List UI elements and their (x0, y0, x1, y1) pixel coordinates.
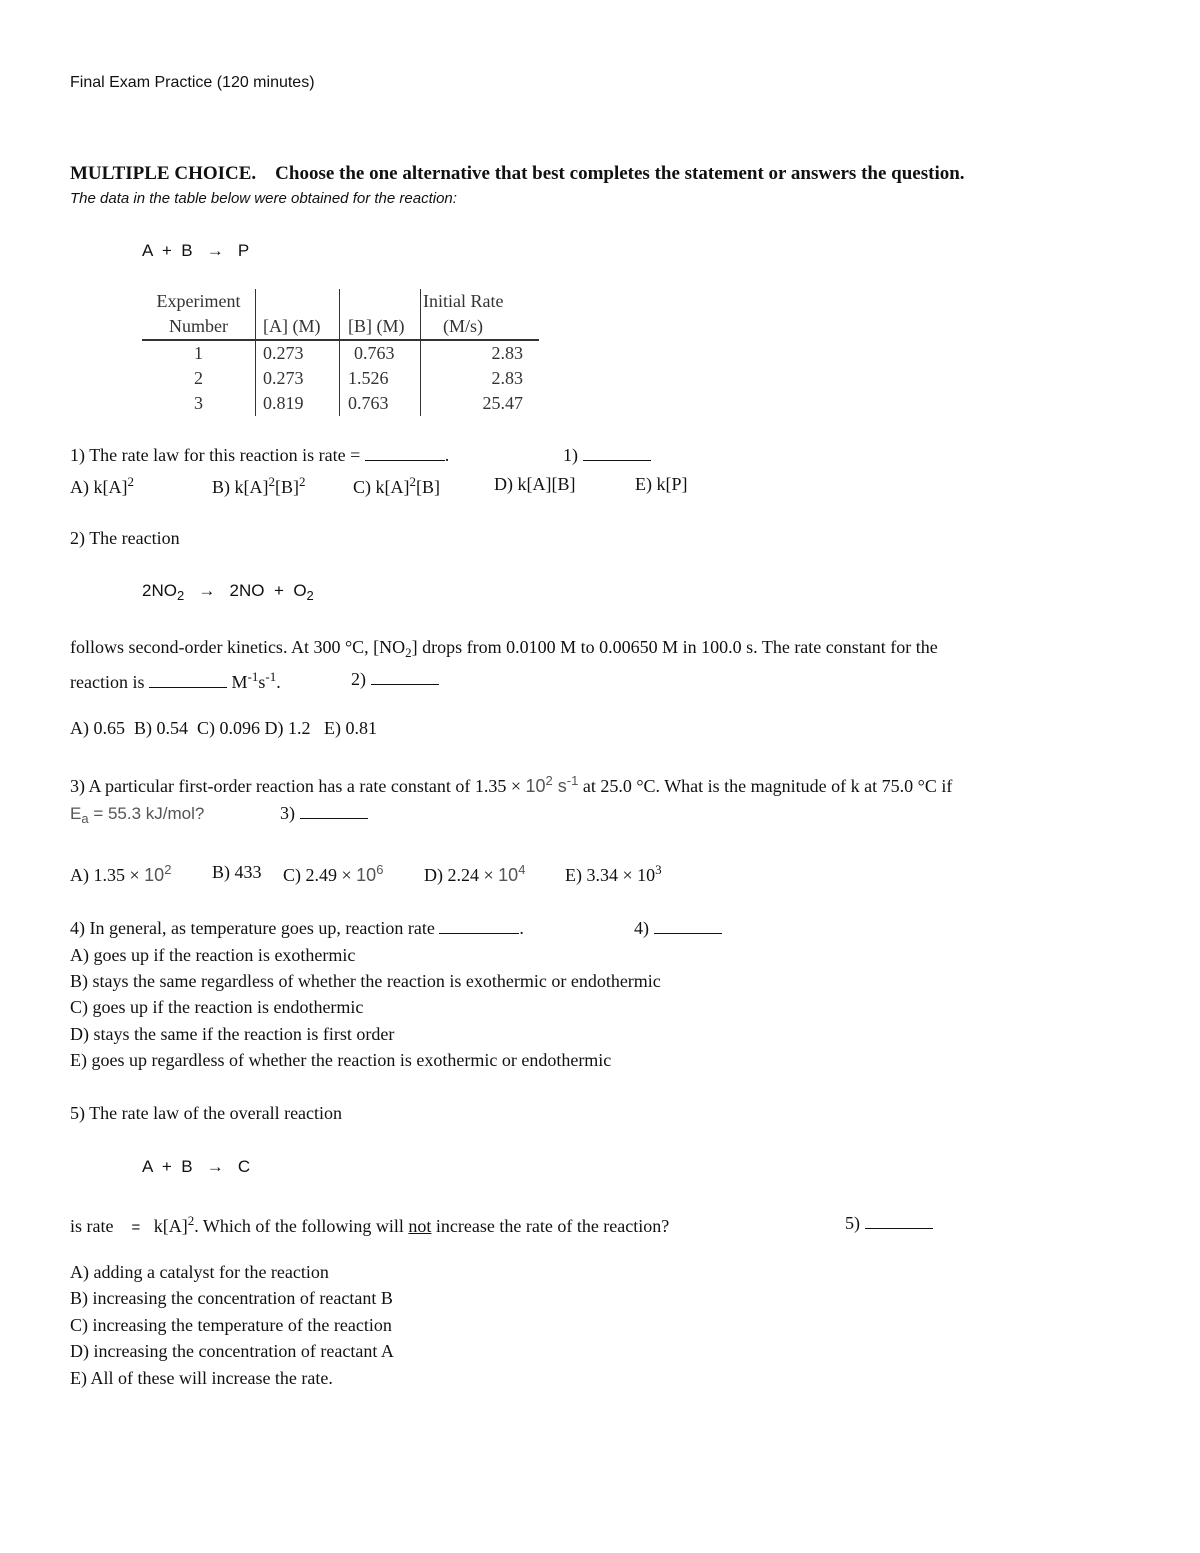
q3-k-value (525, 773, 579, 796)
q2-body-sub: 2 (405, 645, 412, 660)
q2-choices: A) 0.65 B) 0.54 C) 0.096 D) 1.2 E) 0.81 (70, 718, 377, 738)
q3-choice-d-exp: 4 (518, 862, 526, 877)
arrow-icon: → (206, 241, 224, 260)
table-cell: 2.83 (491, 343, 523, 363)
q1-answer-slot (563, 445, 651, 466)
question-5: 5) The rate law of the overall reaction (70, 1103, 343, 1123)
q4-answer-blank (654, 919, 722, 934)
q3-choice-b: B) 433 (212, 862, 262, 882)
q5-eq-right: C (237, 1157, 251, 1176)
q3-choice-a-exp: 2 (164, 862, 172, 877)
q2-body-line1 (70, 637, 938, 661)
table-header-cell (256, 289, 340, 314)
reaction1-right: P (237, 241, 250, 260)
q2-answer-label: 2) (351, 669, 366, 689)
q5-choice: D) increasing the concentration of reactant A (70, 1341, 394, 1361)
q3-choice-e (565, 862, 662, 886)
q1-choice-b-text: B) k[A] (212, 477, 269, 497)
table-header-cell: Number (142, 314, 256, 340)
q1-choice-d: D) k[A][B] (494, 474, 576, 494)
table-cell: 1 (142, 340, 256, 366)
q5-equation (142, 1157, 250, 1177)
q3-text: 3) A particular first-order reaction has a rate constant of 1.35 × (70, 776, 521, 796)
q1-choice-e: E) k[P] (635, 474, 688, 494)
table-header-row (142, 314, 539, 340)
table-cell: 0.273 (256, 340, 340, 366)
q1-number: 1) (70, 445, 85, 465)
q2-text: The reaction (89, 528, 180, 548)
table-cell: 3 (142, 391, 256, 416)
table-row (142, 340, 539, 366)
q2-body-text: . (276, 672, 281, 692)
table-header-cell: (M/s) (421, 314, 540, 340)
table-cell: 25.47 (482, 393, 523, 413)
q5-answer-blank (865, 1214, 933, 1229)
q1-choice-b-mid: [B] (275, 477, 299, 497)
q2-number: 2) (70, 528, 85, 548)
q1-choice-c-sup: 2 (409, 474, 416, 489)
q3-choice-c-base: 10 (356, 865, 377, 885)
q3-answer-label: 3) (280, 803, 295, 823)
q3-k-unit-exp: -1 (566, 773, 579, 788)
q3-choice-c-text: C) 2.49 × (283, 865, 352, 885)
q3-ea-label: E (70, 804, 82, 823)
q2-fill-blank (149, 673, 227, 688)
q3-ea-line (70, 803, 204, 826)
q3-ea-sub: a (81, 811, 89, 826)
q5-body-text: k[A] (153, 1216, 188, 1236)
q4-choice: B) stays the same regardless of whether the reaction is exothermic or endothermic (70, 971, 661, 991)
table-cell: 0.763 (340, 391, 421, 416)
question-3 (70, 773, 952, 797)
table-cell: 1.526 (340, 366, 421, 391)
q5-body-text: is rate (70, 1216, 114, 1236)
q1-fill-blank (365, 446, 445, 461)
q3-choice-a-base: 10 (144, 865, 165, 885)
table-header-cell: Initial Rate (423, 291, 504, 311)
question-2 (70, 528, 180, 549)
q1-choice-a-text: A) k[A] (70, 477, 128, 497)
q4-answer-slot (634, 918, 722, 939)
q5-choice: C) increasing the temperature of the reaction (70, 1315, 392, 1335)
q3-answer-slot (280, 803, 368, 824)
page-title: Final Exam Practice (120 minutes) (70, 74, 315, 91)
table-row (142, 366, 539, 391)
question-4: 4) In general, as temperature goes up, reaction rate . (70, 918, 524, 938)
reaction1-left: A + B (142, 241, 193, 260)
q5-not-emphasis: not (408, 1216, 432, 1236)
q2-unit-sup: -1 (265, 669, 277, 684)
q3-text: at 25.0 °C. What is the magnitude of k at 75.0 °C if (582, 776, 953, 796)
arrow-icon: → (206, 1157, 224, 1176)
q5-body-text: increase the rate of the reaction? (435, 1216, 670, 1236)
table-header-cell (340, 289, 421, 314)
q3-choice-a-text: A) 1.35 × (70, 865, 140, 885)
q2-body-text: reaction is (70, 672, 145, 692)
q1-choice-a (70, 474, 134, 498)
q4-text: 4) In general, as temperature goes up, reaction rate (70, 918, 435, 938)
q4-choice: D) stays the same if the reaction is first order (70, 1024, 395, 1044)
q3-ea-value: = 55.3 kJ/mol? (93, 804, 205, 823)
q3-choice-c-exp: 6 (376, 862, 384, 877)
table-cell: 2.83 (491, 368, 523, 388)
q2-eq-sub: 2 (306, 588, 314, 603)
q4-choice: A) goes up if the reaction is exothermic (70, 945, 356, 965)
q2-unit-sup: -1 (247, 669, 259, 684)
q2-eq-sub: 2 (176, 588, 185, 603)
q3-choice-a (70, 862, 171, 886)
q1-choice-c-text: C) k[A] (353, 477, 410, 497)
q4-choice: C) goes up if the reaction is endothermic (70, 997, 364, 1017)
q3-choice-d-base: 10 (498, 865, 519, 885)
q1-choice-b-sup: 2 (268, 474, 275, 489)
table-row (142, 391, 539, 416)
q1-choice-c (353, 474, 440, 498)
q5-eq-left: A + B (142, 1157, 193, 1176)
q2-eq-left: 2NO (142, 581, 177, 600)
q5-body-text: . Which of the following will (194, 1216, 404, 1236)
q5-choice: B) increasing the concentration of reactant B (70, 1288, 393, 1308)
table-header-cell: [A] (M) (256, 314, 340, 340)
q5-answer-label: 5) (845, 1213, 860, 1233)
q3-choice-e-text: E) 3.34 × 10 (565, 865, 656, 885)
table-cell: 2 (142, 366, 256, 391)
q3-k-exp: 2 (545, 773, 553, 788)
q5-equals: = (131, 1219, 141, 1236)
section-heading (70, 163, 965, 185)
q2-equation (142, 581, 314, 603)
table-header-row (142, 289, 539, 314)
q4-choice: E) goes up regardless of whether the reaction is exothermic or endothermic (70, 1050, 612, 1070)
question-1: 1) The rate law for this reaction is rate = . (70, 445, 450, 465)
q4-answer-label: 4) (634, 918, 649, 938)
q1-choice-c-end: [B] (416, 477, 440, 497)
q2-body-text: ] drops from 0.0100 M to 0.00650 M in 100.0 s. The rate constant for the (411, 637, 938, 657)
q1-choice-b-sup: 2 (299, 474, 306, 489)
q2-unit: s (258, 672, 266, 692)
q1-choice-b (212, 474, 306, 498)
q3-choice-e-exp: 3 (655, 862, 662, 877)
q1-text: The rate law for this reaction is rate = (89, 445, 361, 465)
q1-choice-a-sup: 2 (127, 474, 134, 489)
q2-eq-mid: 2NO + O (229, 581, 307, 600)
section-instruction: Choose the one alternative that best completes the statement or answers the question. (275, 163, 965, 184)
q2-body-text: follows second-order kinetics. At 300 °C, [NO (70, 637, 406, 657)
data-table (142, 289, 539, 416)
q5-answer-slot (845, 1213, 933, 1234)
table-cell: 0.819 (256, 391, 340, 416)
q1-answer-blank (583, 446, 651, 461)
table-cell: 0.763 (340, 340, 421, 366)
q3-choice-d (424, 862, 525, 886)
q2-body-line2 (70, 669, 281, 693)
q5-body (70, 1213, 669, 1237)
table-cell: 0.273 (256, 366, 340, 391)
q5-body-sup: 2 (187, 1213, 195, 1228)
q2-answer-blank (371, 670, 439, 685)
table-header-cell: Experiment (142, 289, 256, 314)
arrow-icon: → (198, 581, 216, 600)
section-label: MULTIPLE CHOICE. (70, 163, 257, 184)
q2-answer-slot (351, 669, 439, 690)
q3-k-unit: s (557, 776, 567, 796)
q5-choice: A) adding a catalyst for the reaction (70, 1262, 329, 1282)
section-intro: The data in the table below were obtained for the reaction: (70, 190, 457, 207)
q4-fill-blank (439, 919, 519, 934)
table-header-cell: [B] (M) (340, 314, 421, 340)
q3-choice-c (283, 862, 383, 886)
q2-unit: M (231, 672, 248, 692)
q3-answer-blank (300, 804, 368, 819)
q1-answer-label: 1) (563, 445, 578, 465)
q3-k-base: 10 (525, 776, 546, 796)
reaction-equation-1 (142, 241, 249, 261)
q5-choice: E) All of these will increase the rate. (70, 1368, 333, 1388)
q3-choice-d-text: D) 2.24 × (424, 865, 494, 885)
q3-ea (70, 804, 205, 826)
